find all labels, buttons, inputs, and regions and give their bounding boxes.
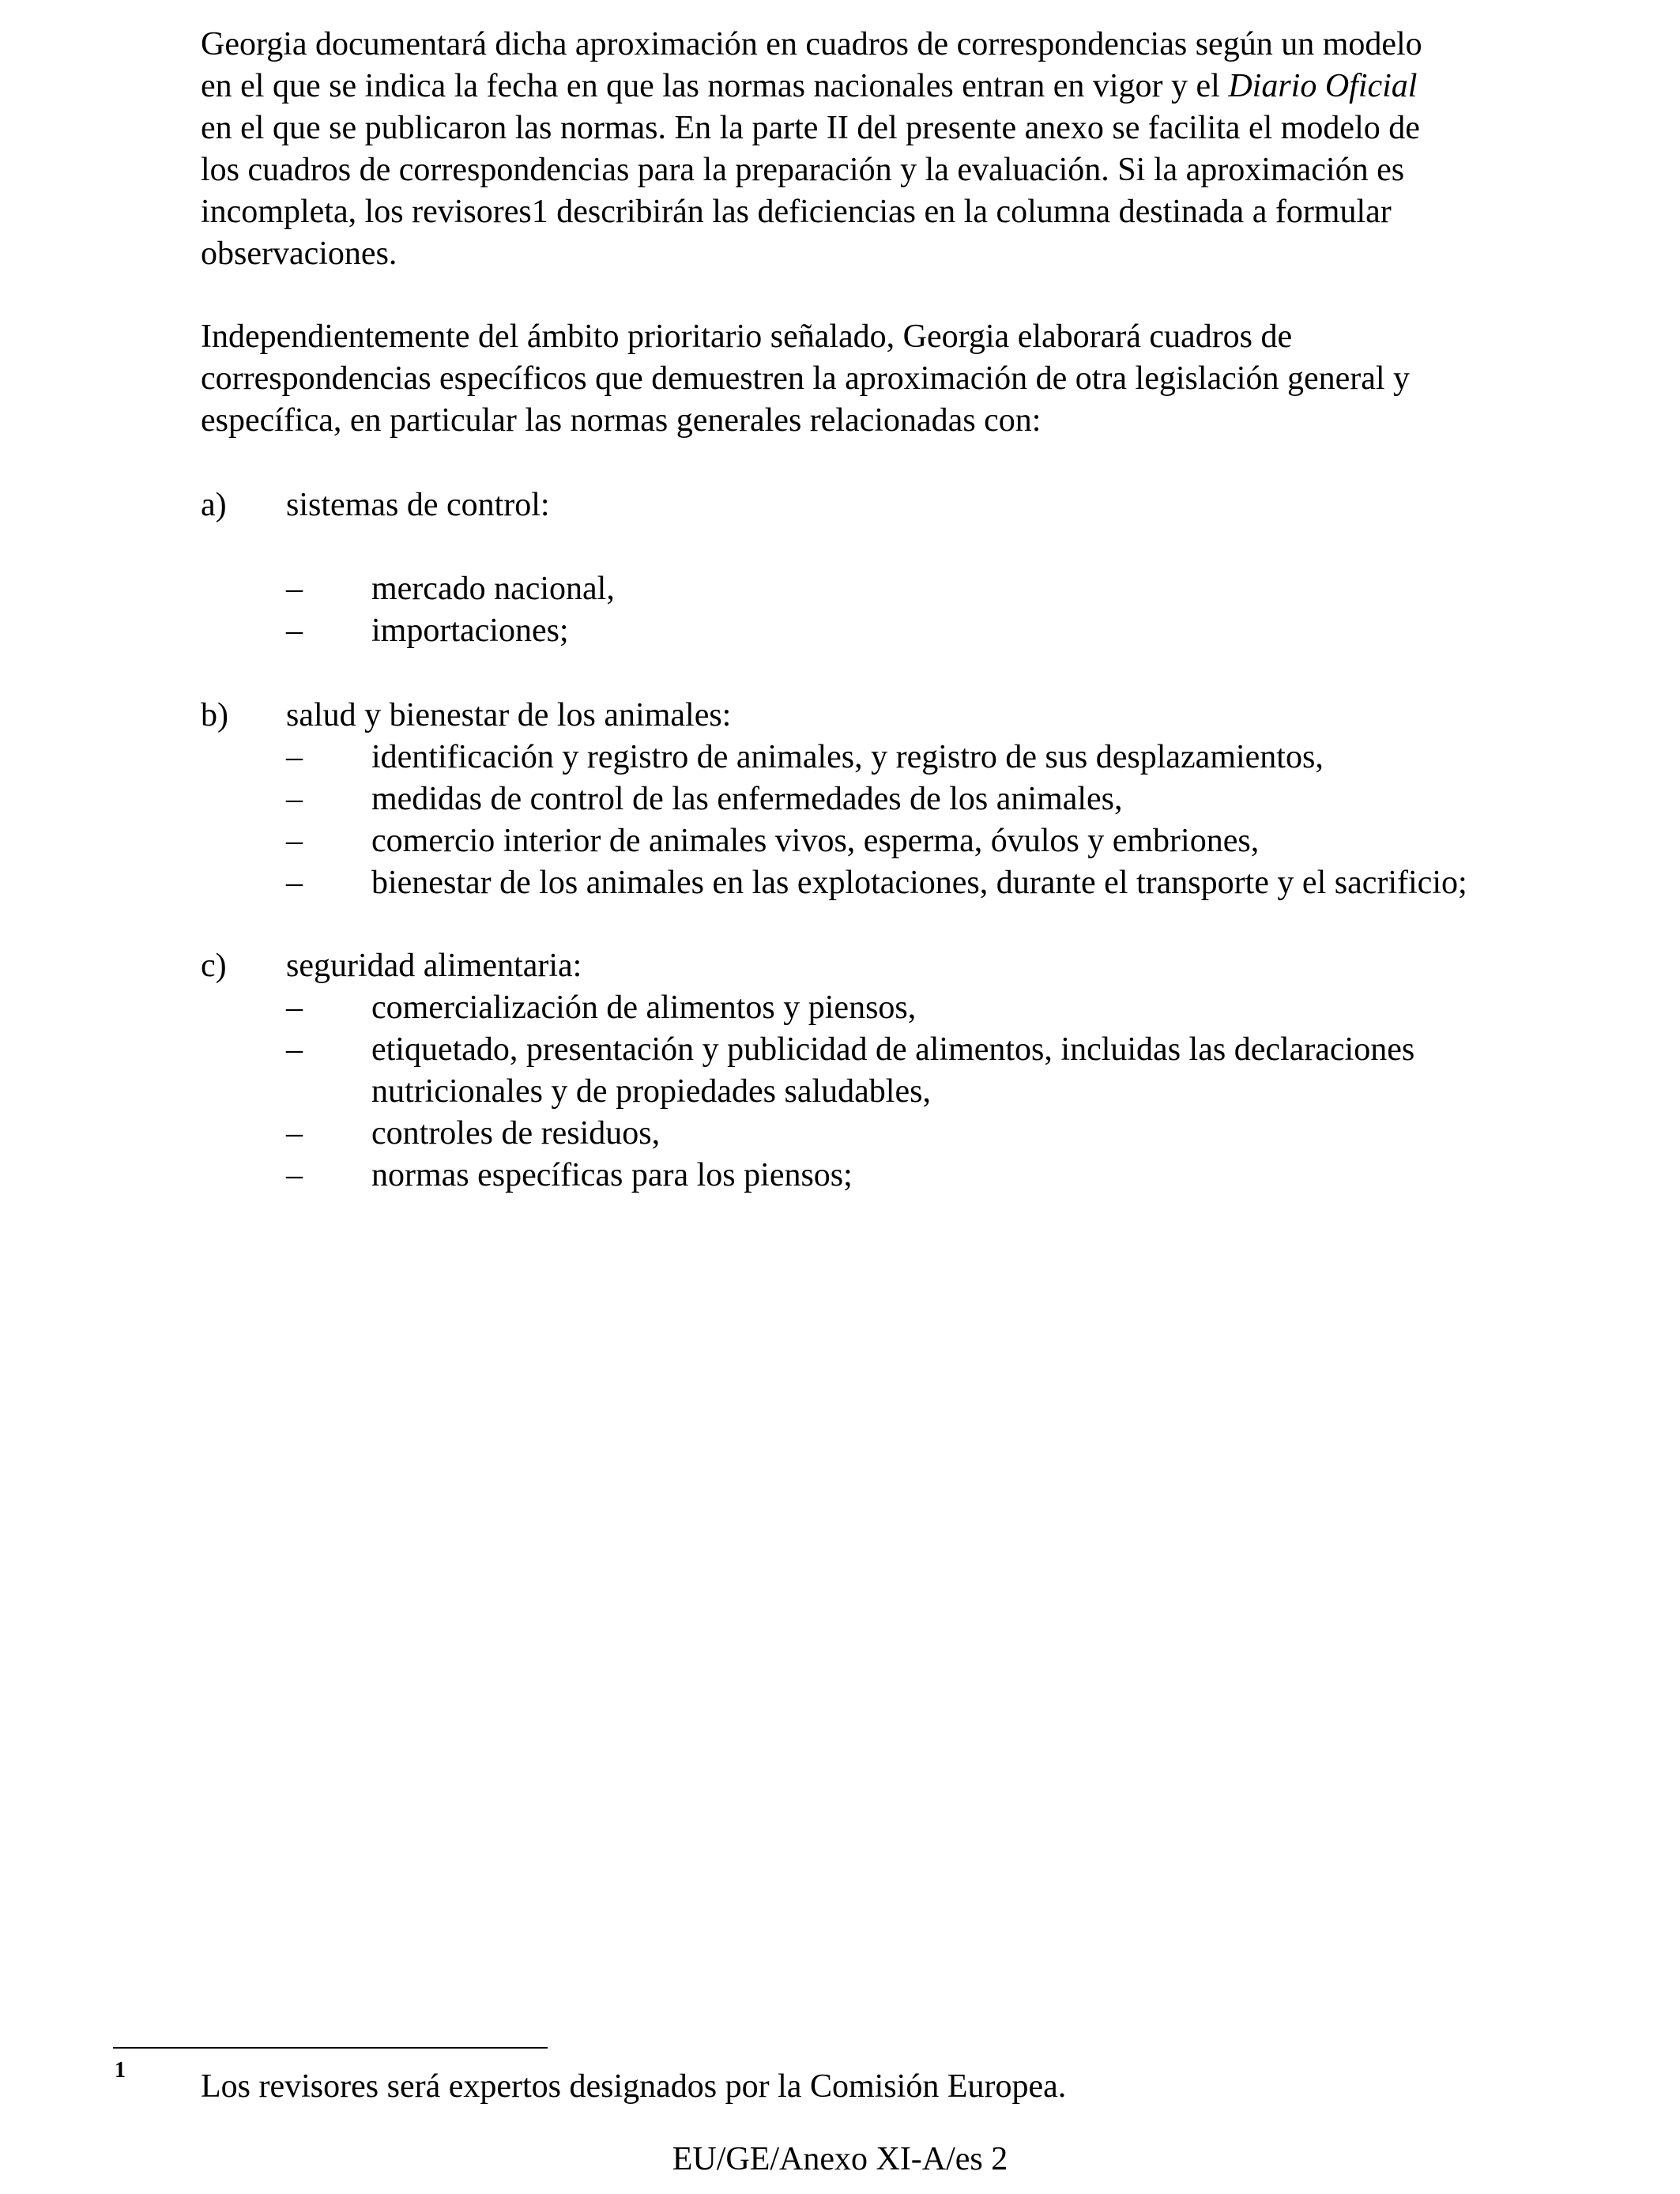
list-letter: a)	[201, 487, 227, 523]
dash-bullet: –	[286, 990, 303, 1026]
intro-line: los cuadros de correspondencias para la preparación y la evaluación. Si la aproximación es	[201, 152, 1405, 188]
dash-bullet: –	[286, 781, 303, 817]
intro-line: en el que se publicaron las normas. En la parte II del presente anexo se facilita el modelo de	[201, 110, 1420, 146]
dash-bullet: –	[286, 823, 303, 859]
list-letter: c)	[201, 948, 227, 984]
footnote-text: Los revisores será expertos designados por la Comisión Europea.	[201, 2068, 1067, 2105]
footnote-marker: 1	[115, 2058, 126, 2083]
list-item: controles de residuos,	[371, 1115, 661, 1152]
list-item: medidas de control de las enfermedades de los animales,	[371, 781, 1123, 817]
scope-line: Independientemente del ámbito prioritario señalado, Georgia elaborará cuadros de	[201, 319, 1293, 355]
intro-line: incompleta, los revisores1 describirán las deficiencias en la columna destinada a formular	[201, 194, 1392, 230]
page-reference: EU/GE/Anexo XI-A/es 2	[672, 2141, 1008, 2177]
dash-bullet: –	[286, 739, 303, 775]
dash-bullet: –	[286, 1157, 303, 1193]
intro-line: observaciones.	[201, 236, 397, 272]
intro-paragraph	[201, 24, 1576, 275]
dash-bullet: –	[286, 571, 303, 607]
scope-paragraph	[201, 316, 1576, 442]
list-item: normas específicas para los piensos;	[371, 1157, 853, 1193]
list-item: comercialización de alimentos y piensos,	[371, 990, 917, 1026]
list-item: mercado nacional,	[371, 571, 615, 607]
dash-bullet: –	[286, 865, 303, 901]
list-item: importaciones;	[371, 613, 569, 649]
diario-oficial-term: Diario Oficial	[1228, 68, 1418, 104]
list-letter: b)	[201, 697, 228, 733]
intro-line	[201, 66, 1576, 107]
dash-bullet: –	[286, 1031, 303, 1068]
list-item: comercio interior de animales vivos, esperma, óvulos y embriones,	[371, 823, 1260, 859]
list-title: seguridad alimentaria:	[286, 948, 582, 984]
intro-line: Georgia documentará dicha aproximación en cuadros de correspondencias según un modelo	[201, 26, 1422, 62]
list-item: bienestar de los animales en las explotaciones, durante el transporte y el sacrificio;	[371, 865, 1467, 901]
footnote-separator	[113, 2047, 548, 2049]
list-item-continuation: nutricionales y de propiedades saludables,	[371, 1073, 931, 1110]
scope-line: específica, en particular las normas generales relacionadas con:	[201, 402, 1042, 439]
scope-line: correspondencias específicos que demuestren la aproximación de otra legislación general y	[201, 360, 1411, 397]
list-item: identificación y registro de animales, y registro de sus desplazamientos,	[371, 739, 1324, 775]
list-title: sistemas de control:	[286, 487, 550, 523]
intro-line-text: en el que se indica la fecha en que las normas nacionales entran en vigor y el	[201, 68, 1229, 104]
list-title: salud y bienestar de los animales:	[286, 697, 732, 733]
dash-bullet: –	[286, 1115, 303, 1152]
dash-bullet: –	[286, 613, 303, 649]
list-item: etiquetado, presentación y publicidad de alimentos, incluidas las declaraciones	[371, 1031, 1415, 1068]
